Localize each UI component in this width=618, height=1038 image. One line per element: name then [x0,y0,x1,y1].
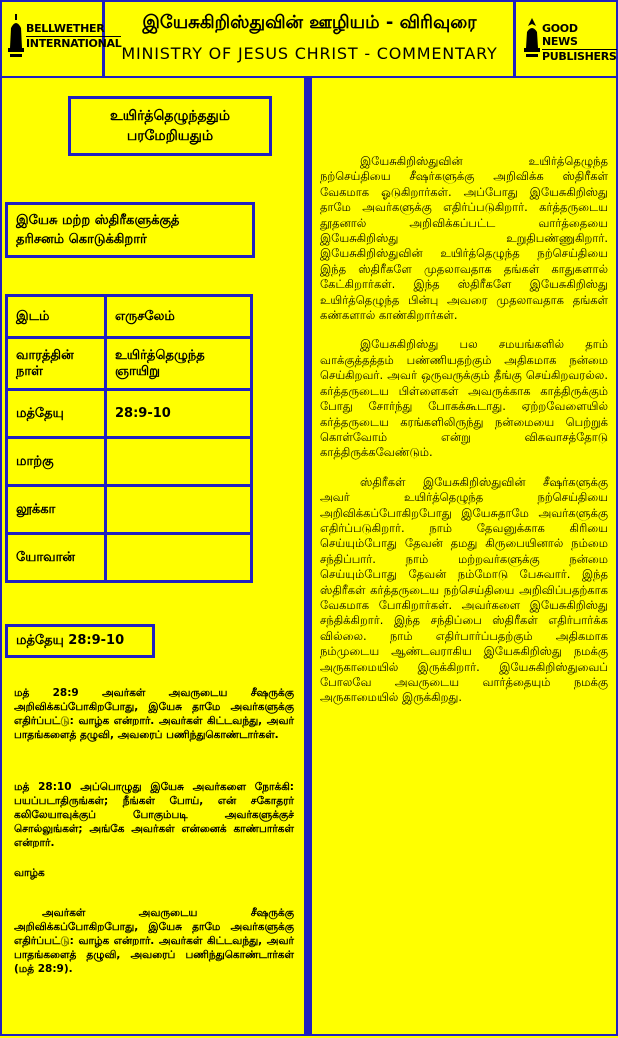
keyword: வாழ்க [14,867,45,879]
heading-line-1: உயிர்த்தெழுந்ததும் [110,108,230,124]
table-row [7,438,252,486]
scripture-reference-box: மத்தேயு 28:9-10 [5,624,155,658]
table-row [7,486,252,534]
table-row [7,534,252,582]
table-label: மாற்கு [7,438,106,486]
bellwether-logo-panel [2,2,122,76]
table-value: உயிர்த்தெழுந்த ஞாயிறு [106,338,252,390]
table-value [106,534,252,582]
good-news-logo-panel [513,2,616,76]
table-row [7,338,252,390]
subheading-line-2: தரிசனம் கொடுக்கிறார் [16,232,147,247]
header-bar [0,0,618,78]
table-label: யோவான் [7,534,106,582]
table-label: வாரத்தின் நாள் [7,338,106,390]
section-subheading [5,202,255,258]
commentary-paragraph: இயேசுகிறிஸ்து பல சமயங்களில் தாம் வாக்குத்தத்தம் பண்ணியதற்கும் அதிகமாக நன்மை செய்கிறவர். அவர் ஒருவருக்கும் தீங்கு செய்கிறவரல்ல. கர்த்தருடைய பிள்ளைகள் அவருக்காக காத்திருக்கும் போது சோர்ந்து போகக்கூடாது. ஏற்றவேளையில் கர்த்தருடைய கரங்களிலிருந்து நன்மையை பெற்றுக் கொள்வோம் என்று விசுவாசத்தோடு காத்திருக்கவேண்டும். [320,337,608,460]
verse-28-9: மத் 28:9 அவர்கள் அவருடைய சீஷருக்கு அறிவிக்கப்போகிறபோது, இயேசு தாமே அவர்களுக்கு எதிர்ப்பட்டு: வாழ்க என்றார். அவர்கள் கிட்டவந்து, அவர் பாதங்களைத் தழுவி, அவரைப் பணிந்துகொண்டார்கள். [14,687,294,741]
verse-28-10: மத் 28:10 அப்பொழுது இயேசு அவர்களை நோக்கி: பயப்படாதிருங்கள்; நீங்கள் போய், என் சகோதரர் கலிலேயாவுக்குப் போகும்படி அவர்களுக்குச் சொல்லுங்கள்; அங்கே அவர்கள் என்னைக் காண்பார்கள் என்றார். [14,781,294,849]
good-news-logo-text [542,22,617,63]
logo-line-2: PUBLISHERS [542,50,617,63]
table-row [7,296,252,338]
left-commentary: அவர்கள் அவருடைய சீஷருக்கு அறிவிக்கப்போகிறபோது, இயேசு தாமே அவர்களுக்கு எதிர்ப்பட்டு: வாழ்க என்றார். அவர்கள் கிட்டவந்து, அவர் பாதங்களைத் தழுவி, அவரைப் பணிந்துகொண்டார்கள் (மத் 28:9). [14,907,294,975]
logo-line-1: BELLWETHER [26,22,121,37]
reference-table [5,294,253,583]
table-label: மத்தேயு [7,390,106,438]
right-commentary [320,154,608,720]
good-news-logo-icon [524,18,540,58]
table-value: 28:9-10 [106,390,252,438]
logo-line-2: INTERNATIONAL [26,37,122,50]
bellwether-logo-icon [8,14,24,58]
commentary-paragraph: ஸ்திரீகள் இயேசுகிறிஸ்துவின் சீஷர்களுக்கு அவர் உயிர்த்தெழுந்த நற்செய்தியை அறிவிக்கப்போகிறபோது இயேசுதாமே அவர்களுக்கு எதிர்ப்படுகிறார். நாம் தேவனுக்காக கிரியை செய்யும்போது தேவன் தமது கிருபையினால் நம்மை சந்திப்பார். நாம் மற்றவர்களுக்கு நன்மை செய்யும்போது தேவன் நம்மோடு பேசுவார். இந்த ஸ்திரீகள் கர்த்தருடைய நற்செய்தியை அறிவிப்பதற்காக வேகமாக போகிறார்கள். அவர்களை இயேசுகிறிஸ்து சந்திக்கிறார். இந்த சந்திப்பை ஸ்திரீகள் எதிர்பார்க்க வில்லை. நாம் எதிர்பார்ப்பதற்கும் அதிகமாக நம்முடைய ஆண்டவராகிய இயேசுகிறிஸ்து நமக்கு அருகாமையில் இருக்கிறார். இயேசுகிறிஸ்துவைப் போலவே அவருடைய வார்த்தையும் நமக்கு அருகாமையில் இருக்கிறது. [320,474,608,705]
heading-line-2: பரமேறியதும் [126,128,214,144]
table-label: லூக்கா [7,486,106,534]
table-value: எருசலேம் [106,296,252,338]
title-english: MINISTRY OF JESUS CHRIST - COMMENTARY [121,44,498,63]
table-value [106,486,252,534]
logo-line-1: GOOD NEWS [542,22,617,50]
table-label: இடம் [7,296,106,338]
bellwether-logo-text [26,22,121,50]
table-value [106,438,252,486]
section-heading [68,96,272,156]
title-tamil: இயேசுகிறிஸ்துவின் ஊழியம் - விரிவுரை [142,12,477,33]
subheading-line-1: இயேசு மற்ற ஸ்திரீகளுக்குத் [16,213,180,228]
table-row [7,390,252,438]
commentary-paragraph: இயேசுகிறிஸ்துவின் உயிர்த்தெழுந்த நற்செய்தியை சீஷர்களுக்கு அறிவிக்க ஸ்திரீகள் வேகமாக ஓடுகிறார்கள். அப்போது இயேசுகிறிஸ்து தாமே அவர்களுக்கு எதிர்ப்படுகிறார். கர்த்தருடைய தூதனால் அறிவிக்கப்பட்ட வார்த்தையை இயேசுகிறிஸ்து உறுதிபண்ணுகிறார். இயேசுகிறிஸ்துவின் உயிர்த்தெழுந்த நற்செய்தியை இந்த ஸ்திரீகளே முதலாவதாக தங்கள் காதுகளால் கேட்கிறார்கள். இந்த ஸ்திரீகளே இயேசுகிறிஸ்து உயிர்த்தெழுந்த பின்பு அவரை முதலாவதாக தங்கள் கண்களால் காண்கிறார்கள். [320,154,608,323]
